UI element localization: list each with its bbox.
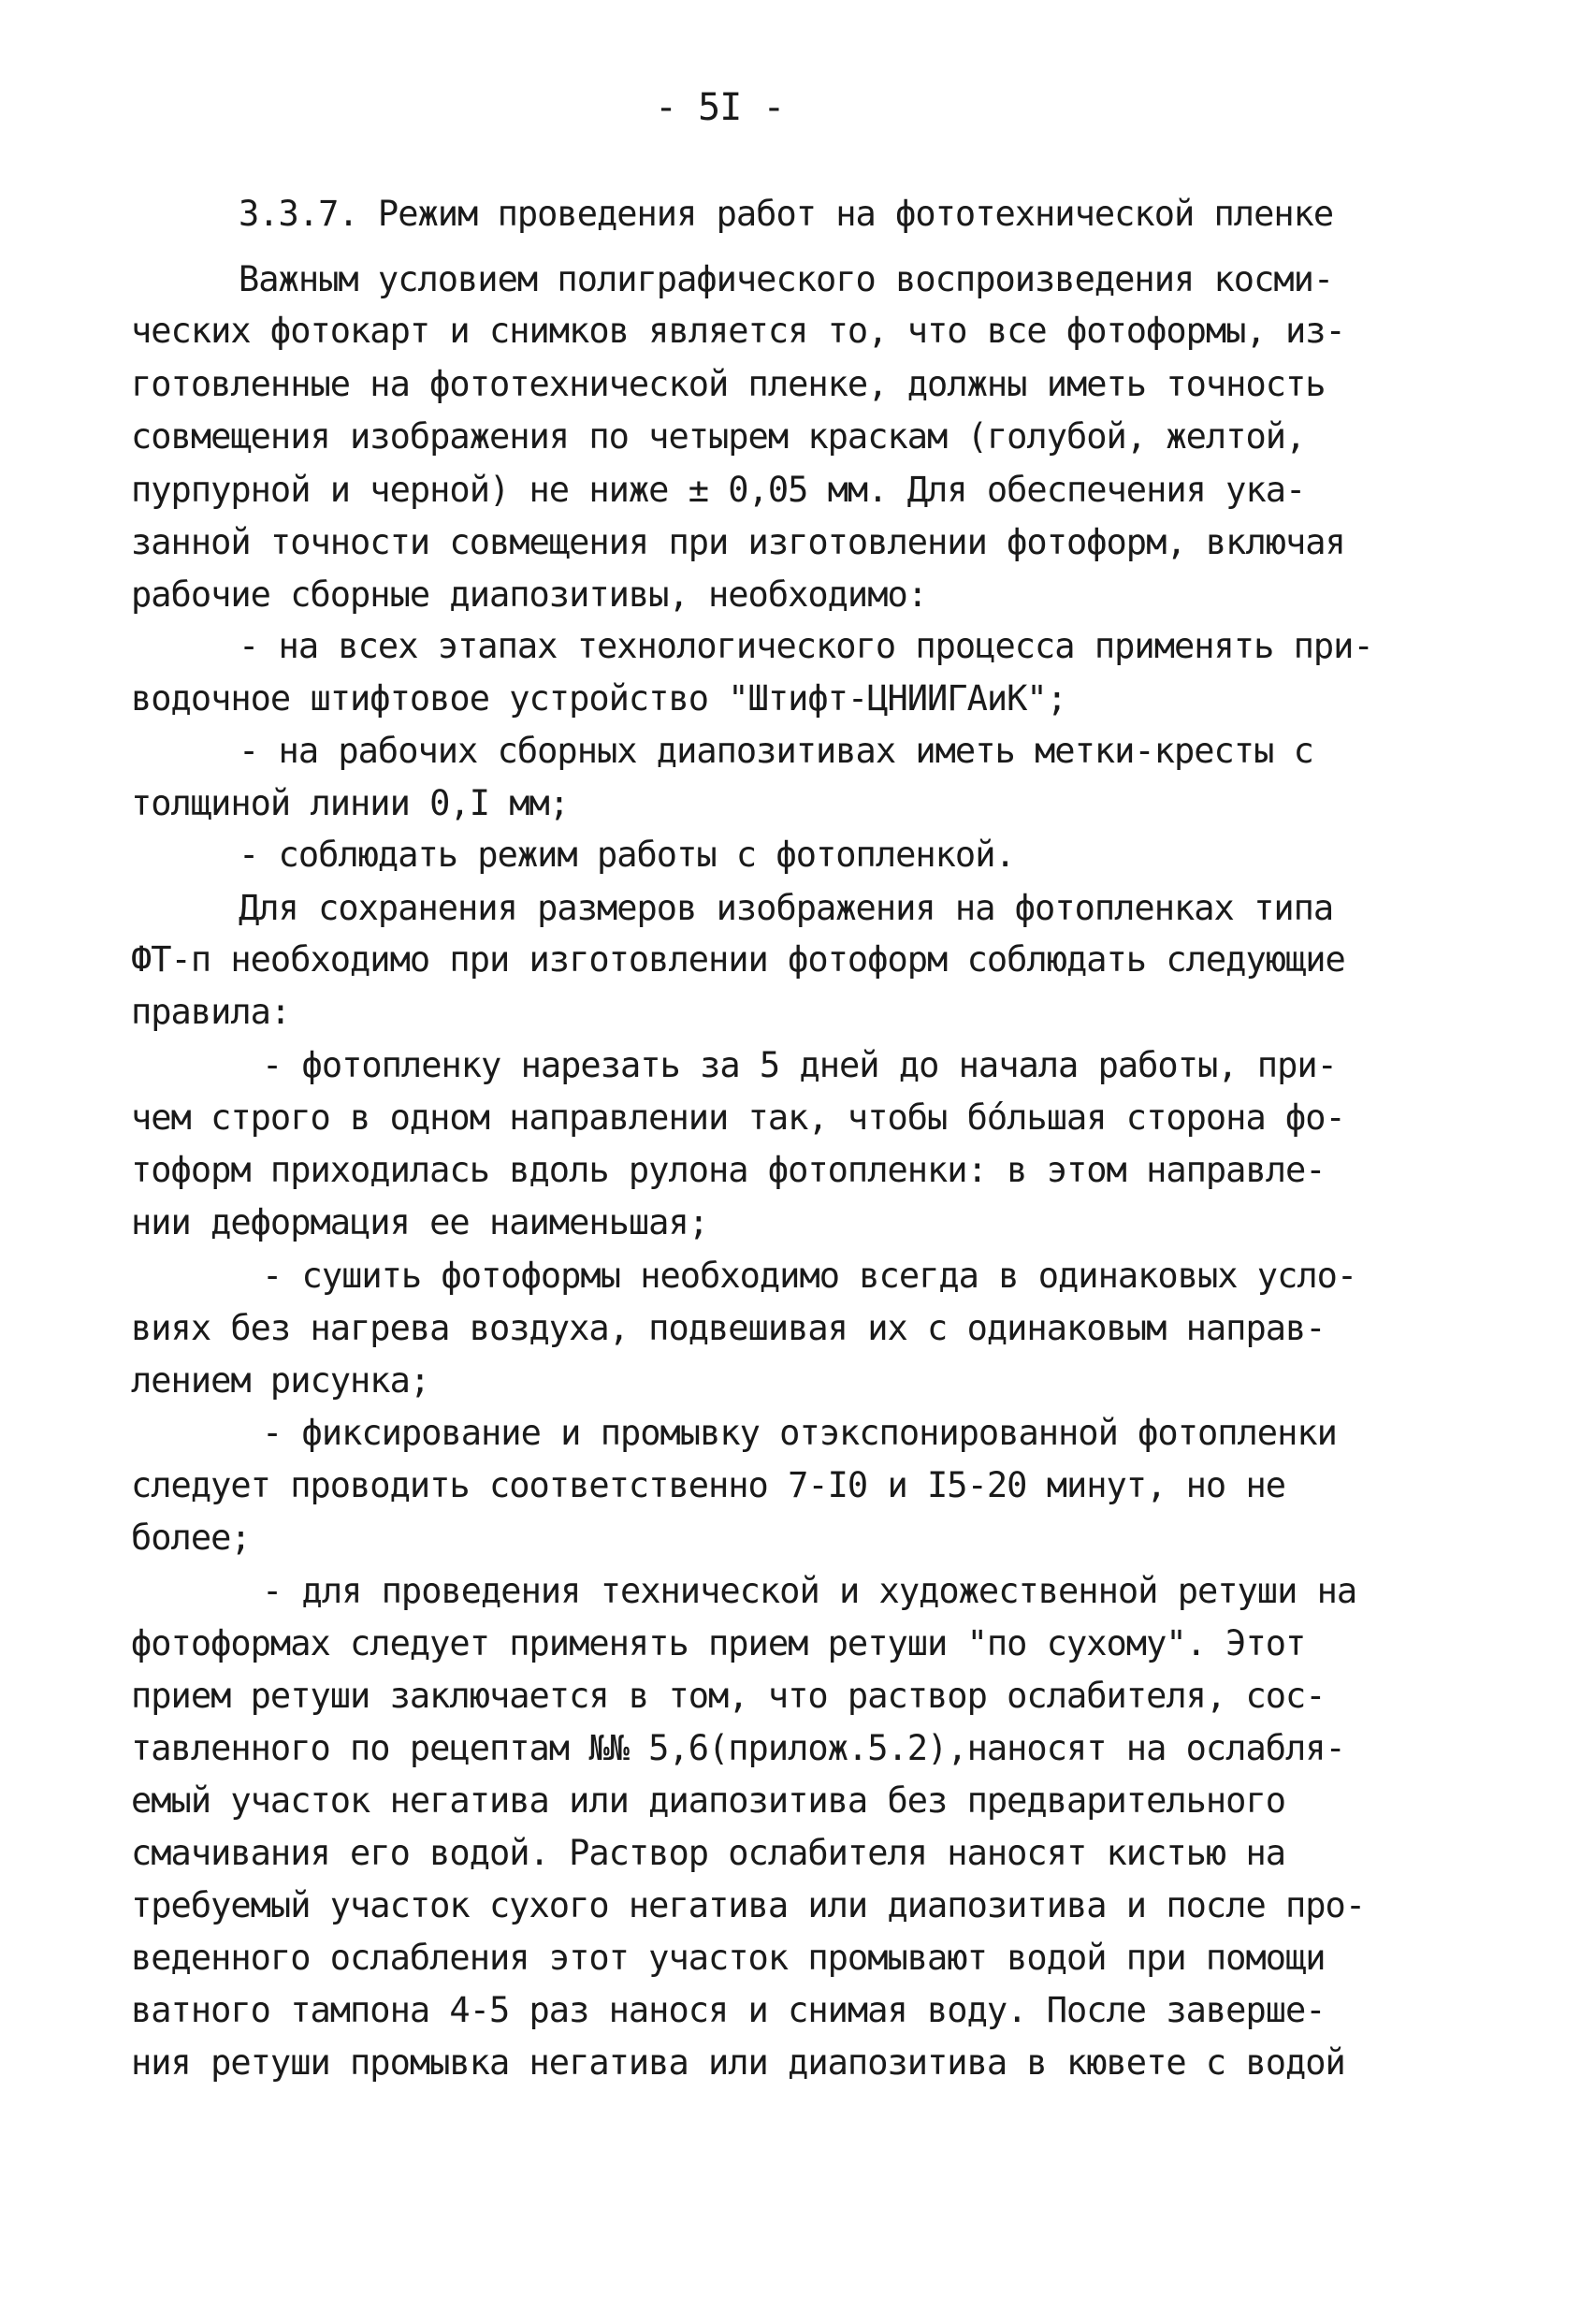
text-line: готовленные на фототехнической пленке, должны иметь точность [131, 364, 1326, 404]
section-heading: 3.3.7. Режим проведения работ на фототехнической пленке [239, 194, 1334, 234]
text-line: веденного ослабления этот участок промывают водой при помощи [131, 1938, 1326, 1978]
list-item: - соблюдать режим работы с фотопленкой. [239, 835, 1015, 875]
text-line: толщиной линии 0,I мм; [131, 783, 570, 823]
page-number: - 5I - [655, 86, 785, 129]
text-line: рабочие сборные диапозитивы, необходимо: [131, 574, 928, 615]
text-line: Важным условием полиграфического воспроизведения косми- [239, 259, 1334, 299]
text-line: лением рисунка; [131, 1360, 430, 1401]
text-line: пурпурной и черной) не ниже ± 0,05 мм. Для обеспечения ука- [131, 470, 1306, 510]
text-line: тавленного по рецептам №№ 5,6(прилож.5.2),наносят на ослабля- [131, 1728, 1345, 1768]
text-line: водочное штифтовое устройство "Штифт-ЦНИИГАиК"; [131, 678, 1066, 719]
text-line: нии деформация ее наименьшая; [131, 1202, 709, 1242]
text-line: более; [131, 1518, 251, 1558]
text-line: фотоформах следует применять прием ретуши "по сухому". Этот [131, 1623, 1306, 1663]
text-line: Для сохранения размеров изображения на фотопленках типа [239, 888, 1334, 928]
list-item: - на рабочих сборных диапозитивах иметь метки-кресты с [239, 731, 1313, 771]
list-item: - для проведения технической и художественной ретуши на [262, 1571, 1357, 1611]
text-line: ния ретуши промывка негатива или диапозитива в кювете с водой [131, 2042, 1345, 2083]
text-line: совмещения изображения по четырем краскам (голубой, желтой, [131, 416, 1306, 457]
list-item: - на всех этапах технологического процесса применять при- [239, 626, 1373, 666]
text-line: чем строго в одном направлении так, чтобы бо́льшая сторона фо- [131, 1097, 1345, 1138]
text-line: требуемый участок сухого негатива или диапозитива и после про- [131, 1885, 1366, 1925]
text-line: ческих фотокарт и снимков является то, что все фотоформы, из- [131, 311, 1345, 351]
text-line: тоформ приходилась вдоль рулона фотопленки: в этом направле- [131, 1150, 1326, 1190]
list-item: - сушить фотоформы необходимо всегда в одинаковых усло- [262, 1256, 1357, 1296]
text-line: ватного тампона 4-5 раз нанося и снимая воду. После заверше- [131, 1990, 1326, 2030]
text-line: следует проводить соответственно 7-I0 и I5-20 минут, но не [131, 1465, 1286, 1505]
text-line: емый участок негатива или диапозитива без предварительного [131, 1780, 1286, 1821]
list-item: - фиксирование и промывку отэкспонированной фотопленки [262, 1413, 1337, 1453]
text-line: виях без нагрева воздуха, подвешивая их с одинаковым направ- [131, 1308, 1326, 1348]
text-line: прием ретуши заключается в том, что раствор ослабителя, сос- [131, 1676, 1326, 1716]
text-line: смачивания его водой. Раствор ослабителя наносят кистью на [131, 1833, 1286, 1873]
text-line: занной точности совмещения при изготовлении фотоформ, включая [131, 522, 1345, 562]
text-line: правила: [131, 992, 291, 1032]
text-line: ФТ-п необходимо при изготовлении фотоформ соблюдать следующие [131, 939, 1345, 980]
list-item: - фотопленку нарезать за 5 дней до начала работы, при- [262, 1045, 1337, 1085]
